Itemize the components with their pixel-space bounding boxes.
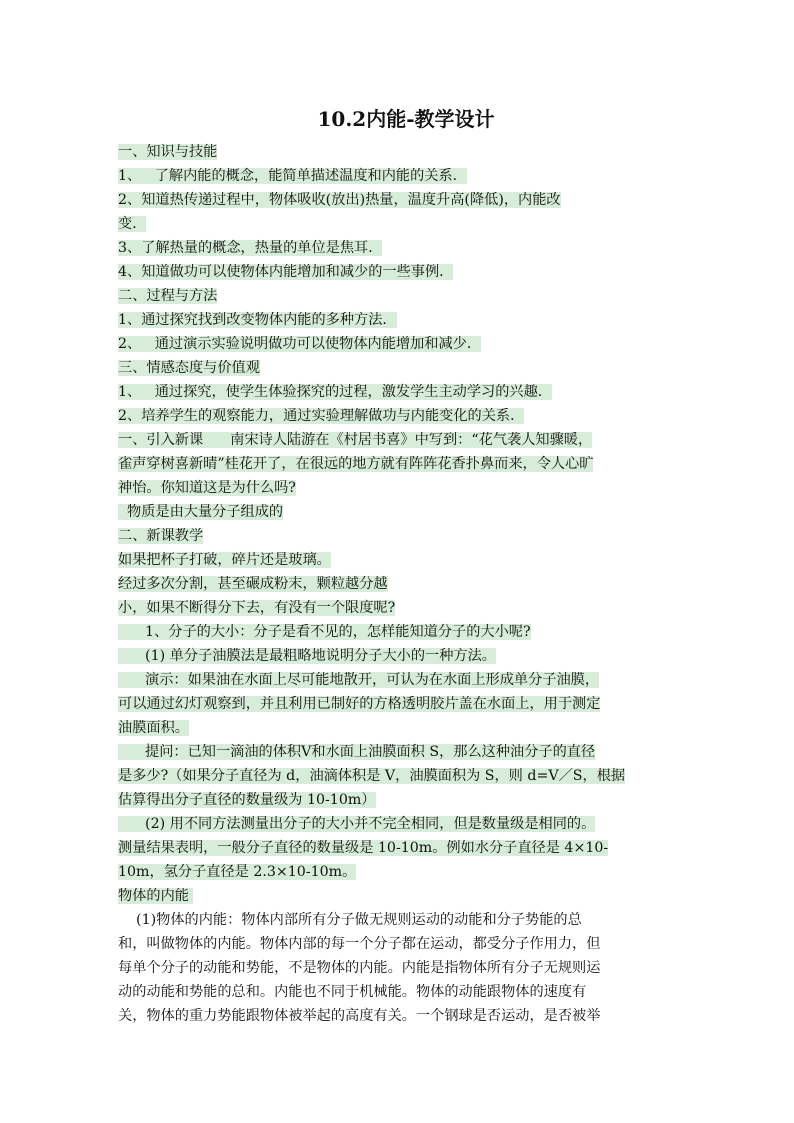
text-line <box>118 380 684 404</box>
text-line <box>118 788 684 812</box>
text-line <box>118 908 684 932</box>
text-line-content: 如果把杯子打破，碎片还是玻璃。 <box>118 552 331 568</box>
text-line-content: 油膜面积。 <box>118 720 189 736</box>
text-line-content: 经过多次分割，甚至碾成粉末，颗粒越分越 <box>118 576 388 592</box>
text-line-content: 一、引入新课 南宋诗人陆游在《村居书喜》中写到：“花气袭人知骤暖， <box>118 432 593 448</box>
text-line <box>118 188 684 212</box>
text-line-content: 二、过程与方法 <box>118 288 218 304</box>
text-line <box>118 500 684 524</box>
text-line <box>118 212 684 236</box>
text-line-content: 可以通过幻灯观察到，并且利用已制好的方格透明胶片盖在水面上，用于测定 <box>118 696 601 712</box>
text-line-content: 变． <box>118 216 147 232</box>
text-line <box>118 740 684 764</box>
text-line <box>118 548 684 572</box>
text-line <box>118 404 684 428</box>
text-line <box>118 620 684 644</box>
text-line-content: 和，叫做物体的内能。物体内部的每一个分子都在运动，都受分子作用力，但 <box>118 936 601 952</box>
text-line-content: 4、知道做功可以使物体内能增加和减少的一些事例． <box>118 264 454 280</box>
text-line <box>118 956 684 980</box>
text-line-content: 是多少?（如果分子直径为 d，油滴体积是 V，油膜面积为 S，则 d=V／S，根据 <box>118 768 626 784</box>
text-line <box>118 524 684 548</box>
text-line-content: 2、 通过演示实验说明做功可以使物体内能增加和减少． <box>118 336 482 352</box>
text-line <box>118 644 684 668</box>
text-line <box>118 236 684 260</box>
text-line <box>118 596 684 620</box>
text-line <box>118 164 684 188</box>
document-body <box>118 140 684 1028</box>
document-title: 10.2内能-教学设计 <box>317 107 495 131</box>
text-line <box>118 260 684 284</box>
text-line-content: 物体的内能 <box>118 888 194 904</box>
text-line <box>118 308 684 332</box>
text-line <box>118 884 684 908</box>
text-line <box>118 356 684 380</box>
text-line <box>118 860 684 884</box>
text-line-content: 小，如果不断得分下去，有没有一个限度呢? <box>118 600 396 616</box>
text-line <box>118 332 684 356</box>
text-line-content: 1、 了解内能的概念，能简单描述温度和内能的关系． <box>118 168 467 184</box>
text-line-content: (1)物体的内能：物体内部所有分子做无规则运动的动能和分子势能的总 <box>118 912 582 928</box>
text-line-content: 估算得出分子直径的数量级为 10-10m） <box>118 792 376 808</box>
text-line <box>118 476 684 500</box>
text-line-content: 1、通过探究找到改变物体内能的多种方法． <box>118 312 397 328</box>
text-line <box>118 716 684 740</box>
text-line <box>118 836 684 860</box>
text-line-content: 神怡。你知道这是为什么吗? <box>118 480 296 496</box>
text-line-content: 提问：已知一滴油的体积V和水面上油膜面积 S，那么这种油分子的直径 <box>118 744 596 760</box>
text-line <box>118 980 684 1004</box>
text-line-content: 每单个分子的动能和势能，不是物体的内能。内能是指物体所有分子无规则运 <box>118 960 601 976</box>
text-line <box>118 284 684 308</box>
text-line-content: 1、 通过探究，使学生体验探究的过程，激发学生主动学习的兴趣． <box>118 384 552 400</box>
text-line-content: 10m，氢分子直径是 2.3×10-10m。 <box>118 864 357 880</box>
text-line-content: 2、培养学生的观察能力，通过实验理解做功与内能变化的关系． <box>118 408 525 424</box>
text-line <box>118 140 684 164</box>
text-line-content: (1) 单分子油膜法是最粗略地说明分子大小的一种方法。 <box>118 648 496 664</box>
text-line-content: 2、知道热传递过程中，物体吸收(放出)热量，温度升高(降低)，内能改 <box>118 192 561 208</box>
text-line-content: 物质是由大量分子组成的 <box>118 504 284 520</box>
text-line-content: (2) 用不同方法测量出分子的大小并不完全相同，但是数量级是相同的。 <box>118 816 596 832</box>
text-line-content: 一、知识与技能 <box>118 144 218 160</box>
text-line <box>118 692 684 716</box>
text-line-content: 二、新课教学 <box>118 528 204 544</box>
text-line-content: 雀声穿树喜新晴”桂花开了，在很远的地方就有阵阵花香扑鼻而来，令人心旷 <box>118 456 594 472</box>
text-line <box>118 764 684 788</box>
text-line <box>118 452 684 476</box>
text-line-content: 演示：如果油在水面上尽可能地散开，可认为在水面上形成单分子油膜， <box>118 672 600 688</box>
text-line-content: 1、分子的大小：分子是看不见的，怎样能知道分子的大小呢? <box>118 624 531 640</box>
text-line <box>118 932 684 956</box>
text-line-content: 关，物体的重力势能跟物体被举起的高度有关。一个钢球是否运动，是否被举 <box>118 1008 601 1024</box>
text-line <box>118 428 684 452</box>
text-line-content: 三、情感态度与价值观 <box>118 360 260 376</box>
text-line <box>118 812 684 836</box>
text-line <box>118 1004 684 1028</box>
text-line <box>118 572 684 596</box>
text-line-content: 3、了解热量的概念，热量的单位是焦耳． <box>118 240 383 256</box>
text-line <box>118 668 684 692</box>
text-line-content: 动的动能和势能的总和。内能也不同于机械能。物体的动能跟物体的速度有 <box>118 984 587 1000</box>
text-line-content: 测量结果表明，一般分子直径的数量级是 10-10m。例如水分子直径是 4×10- <box>118 840 609 856</box>
